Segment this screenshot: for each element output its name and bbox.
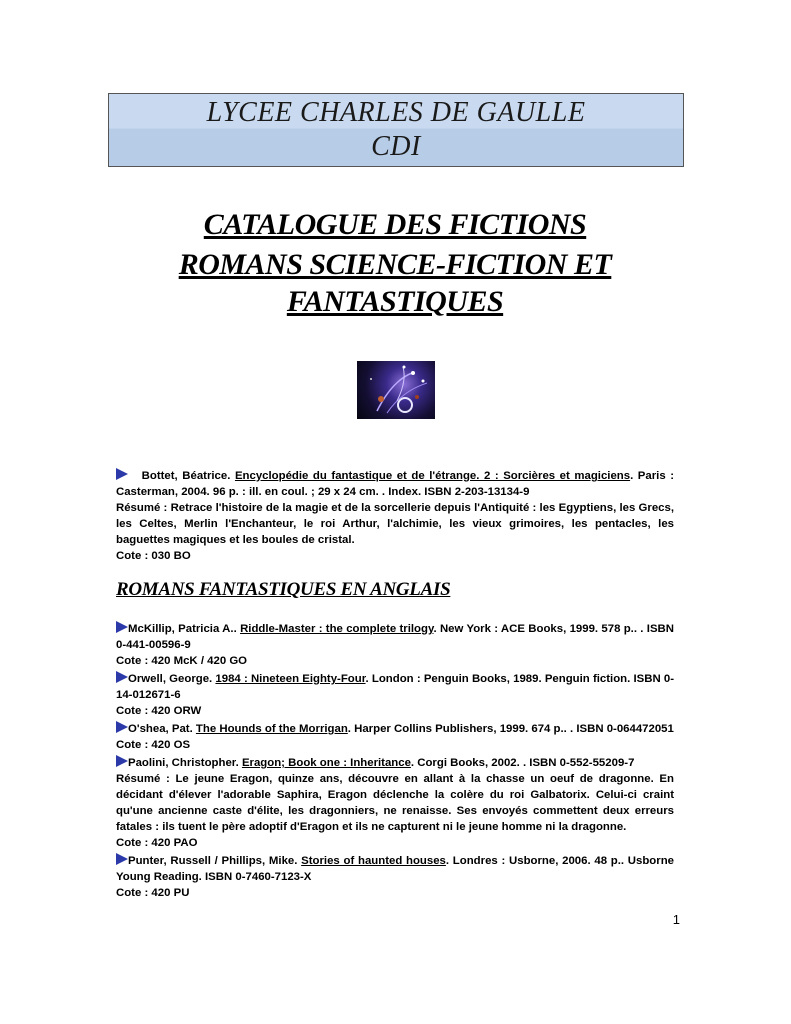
- entry-title: Encyclopédie du fantastique et de l'étrange. 2 : Sorcières et magiciens: [234, 470, 631, 482]
- entry-author: Paolini, Christopher.: [128, 757, 242, 769]
- entry-title: Eragon; Book one : Inheritance: [241, 757, 411, 769]
- catalogue-title-line3: FANTASTIQUES: [286, 285, 504, 318]
- entry-details: . London : Penguin Books, 1989. Penguin fiction. ISBN 0-14-012671-6: [116, 673, 675, 701]
- entry-details: . Paris : Casterman, 2004. 96 p. : ill. en coul. ; 29 x 24 cm. . Index. ISBN 2-203-13134-9: [116, 470, 675, 498]
- arrow-bullet-icon: [116, 468, 128, 480]
- entry-cote: Cote : 420 McK / 420 GO: [116, 655, 248, 667]
- arrow-bullet-icon: [116, 721, 128, 733]
- school-header-box: [108, 93, 684, 167]
- entry-summary: Résumé : Le jeune Eragon, quinze ans, découvre en allant à la chasse un oeuf de dragonne. En décidant d'élever l'adorable Saphira, Eragon déclenche la colère du roi Galbatorix. Celui-ci craint qu'une ancienne caste d'élite, les dragonniers, ne renaisse. Ses envoyés commettent deux erreurs fatales : ils tuent le père adoptif d'Eragon et ils ne capturent ni le jeune homme ni la dragonne.: [116, 773, 674, 833]
- entry-author: O'shea, Pat.: [128, 723, 196, 735]
- entry-details: . New York : ACE Books, 1999. 578 p.. . ISBN 0-441-00596-9: [116, 623, 674, 651]
- arrow-bullet-icon: [116, 755, 128, 767]
- catalogue-entry: [116, 468, 674, 564]
- section-title: ROMANS FANTASTIQUES EN ANGLAIS: [116, 579, 451, 600]
- entry-title: Stories of haunted houses: [301, 855, 446, 867]
- catalogue-title-line2: ROMANS SCIENCE-FICTION ET: [178, 248, 612, 281]
- entry-title: The Hounds of the Morrigan: [195, 723, 348, 735]
- entry-cote: Cote : 420 ORW: [116, 705, 202, 717]
- catalogue-entry: [116, 721, 674, 753]
- entry-cote: Cote : 420 OS: [116, 739, 191, 751]
- catalogue-entry: [116, 853, 674, 901]
- entry-author: McKillip, Patricia A..: [128, 623, 241, 635]
- entry-author: Punter, Russell / Phillips, Mike.: [128, 855, 302, 867]
- catalogue-entry: [116, 621, 674, 669]
- entry-author: Bottet, Béatrice.: [141, 470, 235, 482]
- entry-details: . Harper Collins Publishers, 1999. 674 p.. . ISBN 0-064472051: [347, 723, 674, 735]
- entry-cote: Cote : 420 PU: [116, 887, 190, 899]
- fantasy-illustration: [357, 361, 435, 419]
- school-name: LYCEE CHARLES DE GAULLE: [206, 97, 586, 128]
- page-number: 1: [672, 912, 680, 927]
- catalogue-entry: [116, 671, 674, 719]
- catalogue-entry: [116, 755, 674, 851]
- entry-details: . Londres : Usborne, 2006. 48 p.. Usborne Young Reading. ISBN 0-7460-7123-X: [116, 855, 674, 883]
- entry-title: Riddle-Master : the complete trilogy: [240, 623, 434, 635]
- cdi-label: CDI: [371, 131, 421, 162]
- arrow-bullet-icon: [116, 671, 128, 683]
- arrow-bullet-icon: [116, 621, 128, 633]
- catalogue-content: [116, 468, 674, 901]
- entry-cote: Cote : 420 PAO: [116, 837, 198, 849]
- entry-title: 1984 : Nineteen Eighty-Four: [215, 673, 366, 685]
- entry-summary: Résumé : Retrace l'histoire de la magie et de la sorcellerie depuis l'Antiquité : les Egyptiens, les Grecs, les Celtes, Merlin l'Enchanteur, le roi Arthur, l'alchimie, les vieux grimoires, les pentacles, les baguettes magiques et les boules de cristal.: [116, 502, 674, 546]
- entry-details: . Corgi Books, 2002. . ISBN 0-552-55209-7: [410, 757, 635, 769]
- catalogue-title: [108, 206, 682, 320]
- entry-author: Orwell, George.: [128, 673, 216, 685]
- entry-cote: Cote : 030 BO: [116, 550, 191, 562]
- arrow-bullet-icon: [116, 853, 128, 865]
- catalogue-title-line1: CATALOGUE DES FICTIONS: [203, 208, 587, 241]
